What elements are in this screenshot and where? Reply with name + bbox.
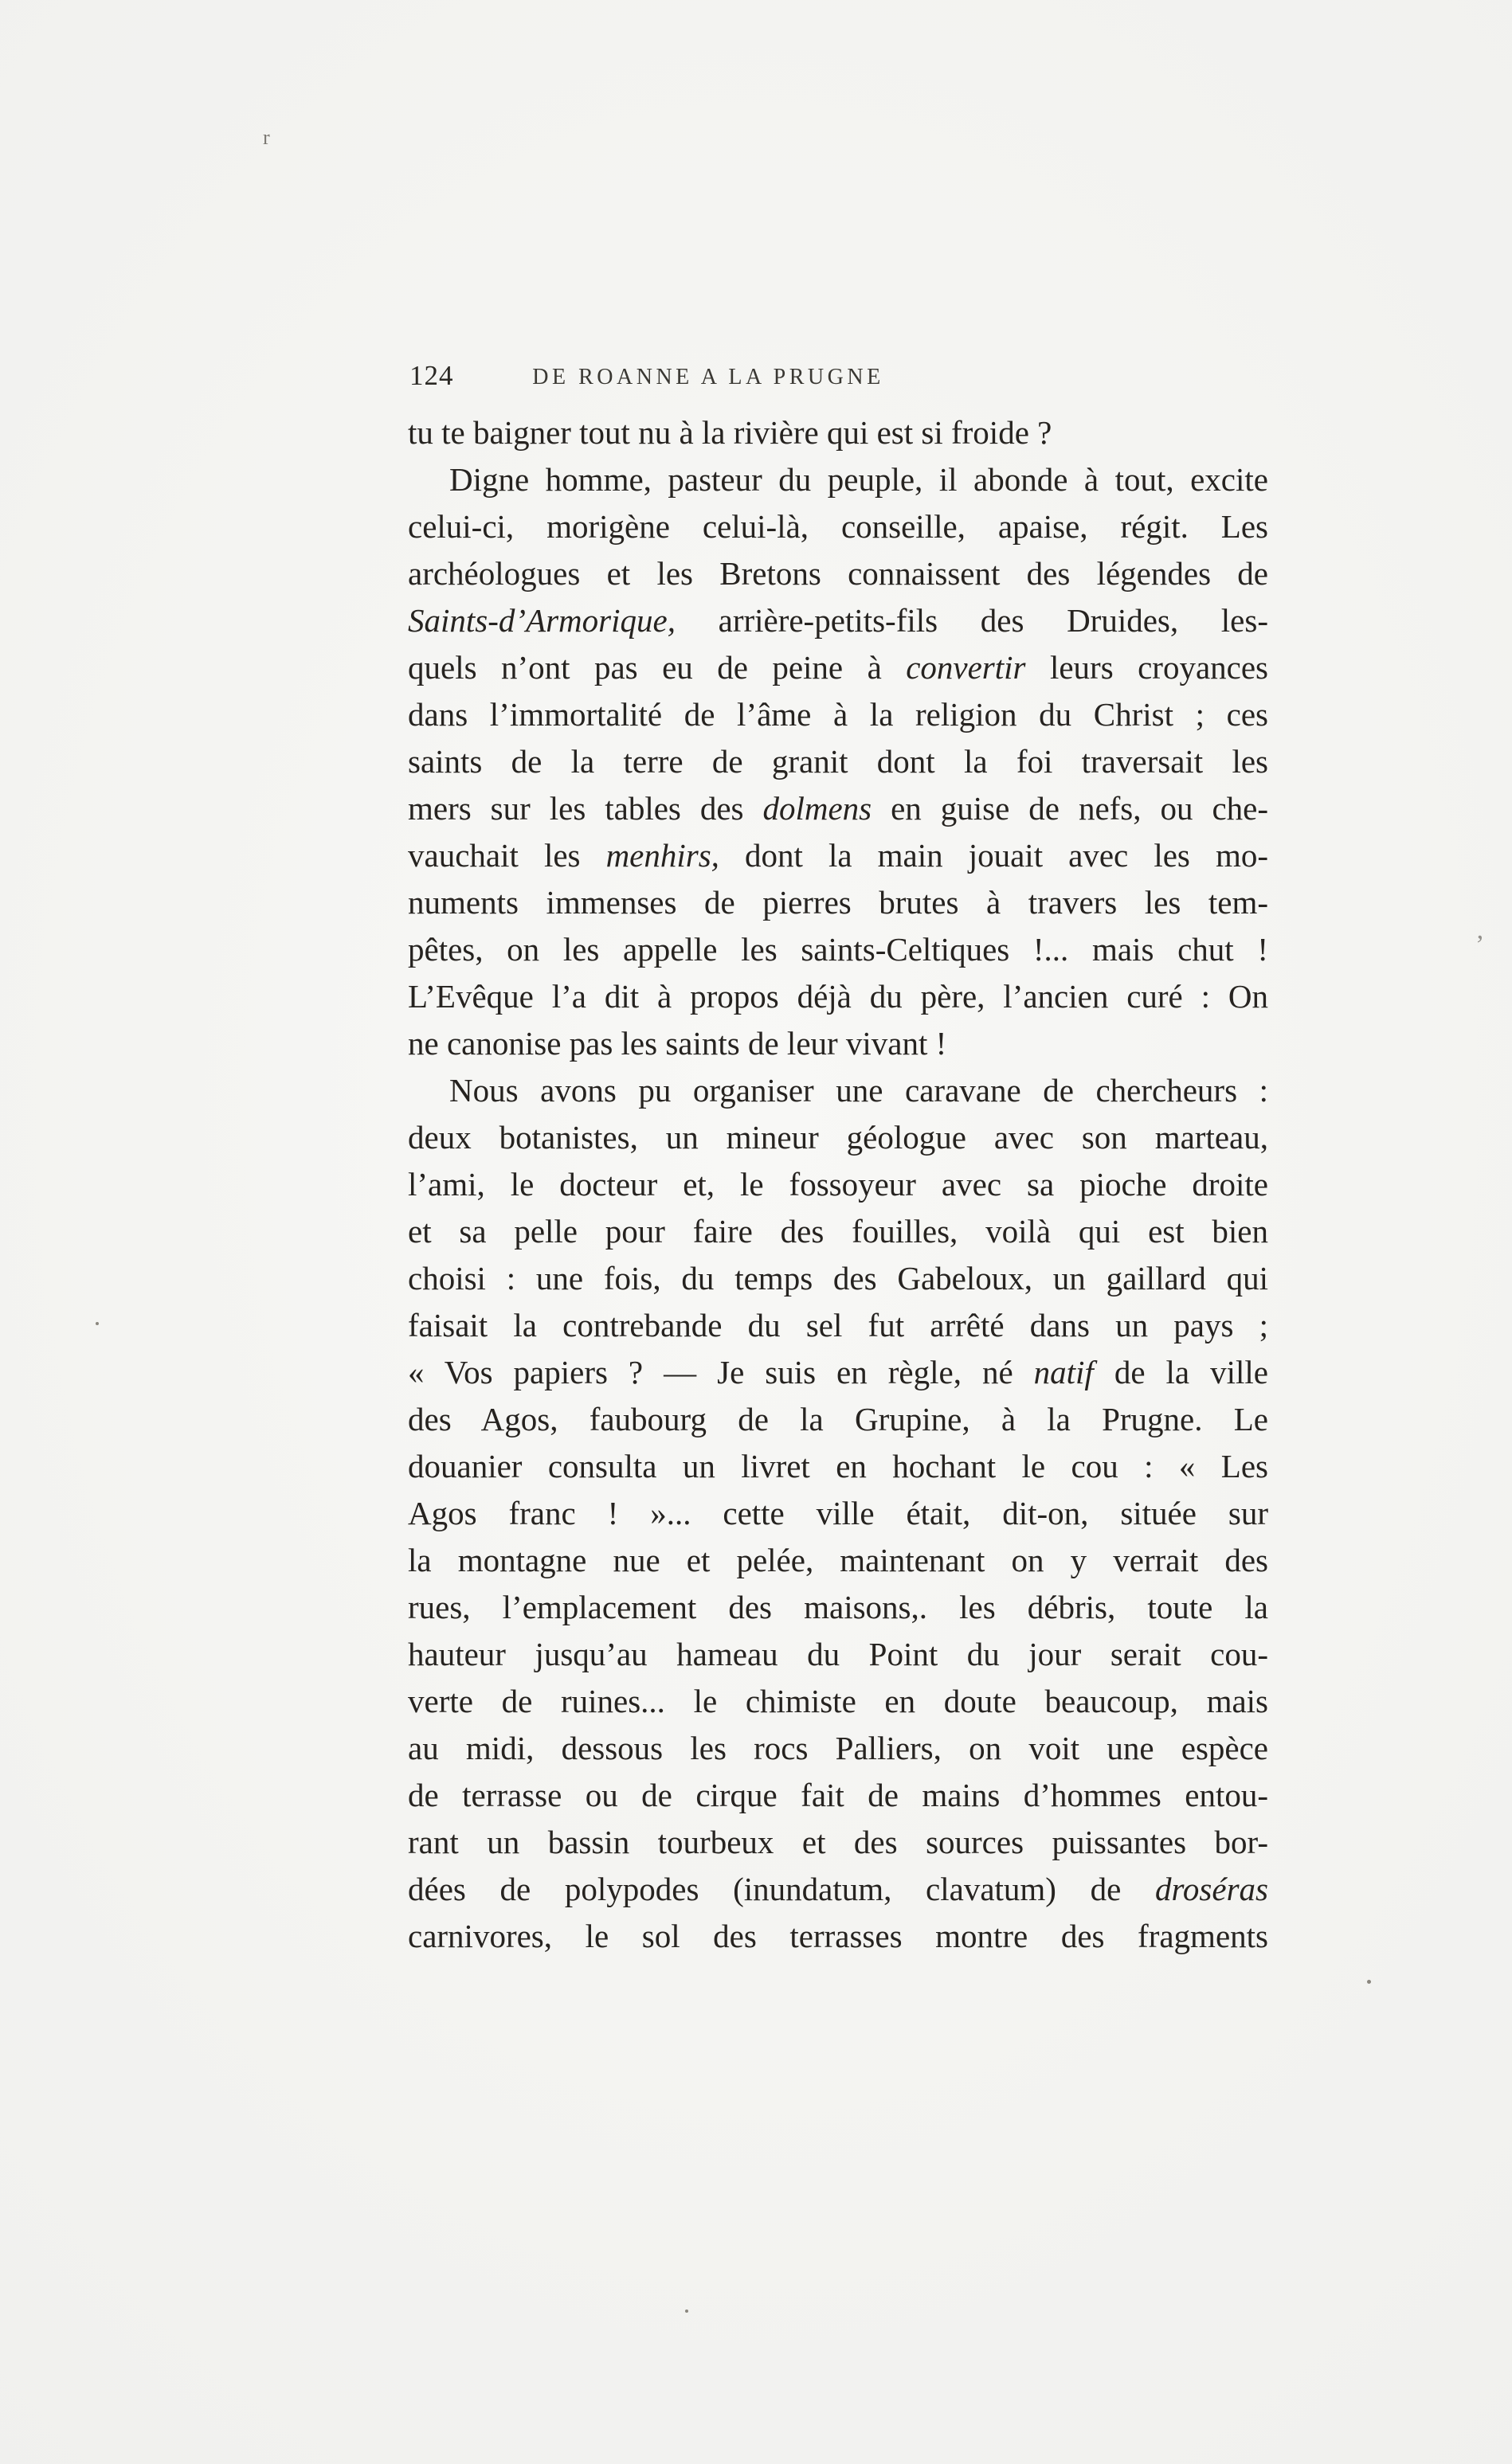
italic-text-segment: droséras bbox=[1155, 1871, 1268, 1907]
text-segment: saints de la terre de granit dont la foi traversait les bbox=[408, 743, 1268, 780]
scan-speck bbox=[96, 1322, 99, 1325]
text-line bbox=[408, 1114, 1268, 1161]
text-segment: douanier consulta un livret en hochant le cou : « Les bbox=[408, 1448, 1268, 1484]
text-line bbox=[408, 550, 1268, 597]
text-line bbox=[408, 503, 1268, 550]
text-line bbox=[408, 738, 1268, 785]
italic-text-segment: convertir bbox=[906, 649, 1026, 686]
text-segment: tu te baigner tout nu à la rivière qui est si froide ? bbox=[408, 414, 1052, 451]
text-line bbox=[408, 691, 1268, 738]
text-segment: verte de ruines... le chimiste en doute beaucoup, mais bbox=[408, 1683, 1268, 1719]
text-segment: archéologues et les Bretons connaissent des légendes de bbox=[408, 555, 1268, 592]
text-segment: des Agos, faubourg de la Grupine, à la Prugne. Le bbox=[408, 1401, 1268, 1437]
text-line bbox=[408, 456, 1268, 503]
text-line bbox=[408, 1725, 1268, 1772]
text-segment: faisait la contrebande du sel fut arrêté dans un pays ; bbox=[408, 1307, 1268, 1343]
text-segment: ne canonise pas les saints de leur vivant ! bbox=[408, 1025, 947, 1062]
text-line bbox=[408, 1302, 1268, 1349]
text-segment: L’Evêque l’a dit à propos déjà du père, l’ancien curé : On bbox=[408, 978, 1268, 1015]
italic-text-segment: dolmens bbox=[762, 790, 872, 827]
text-segment: carnivores, le sol des terrasses montre des fragments bbox=[408, 1918, 1268, 1954]
text-line bbox=[408, 1866, 1268, 1913]
text-segment: deux botanistes, un mineur géologue avec son marteau, bbox=[408, 1119, 1268, 1156]
text-segment: numents immenses de pierres brutes à travers les tem- bbox=[408, 884, 1268, 921]
text-line bbox=[408, 1443, 1268, 1490]
italic-text-segment: menhirs, bbox=[605, 837, 719, 874]
italic-text-segment: natif bbox=[1033, 1354, 1094, 1390]
text-line bbox=[408, 1537, 1268, 1584]
text-line bbox=[408, 1913, 1268, 1960]
text-line bbox=[408, 1772, 1268, 1819]
text-segment: dont la main jouait avec les mo- bbox=[719, 837, 1268, 874]
text-segment: choisi : une fois, du temps des Gabeloux, un gaillard qui bbox=[408, 1260, 1268, 1297]
text-segment: Agos franc ! »... cette ville était, dit-on, située sur bbox=[408, 1495, 1268, 1531]
text-segment: arrière-petits-fils des Druides, les- bbox=[675, 602, 1268, 639]
text-line bbox=[408, 644, 1268, 691]
page-text bbox=[408, 409, 1268, 1960]
page-header bbox=[0, 360, 1512, 398]
text-segment: quels n’ont pas eu de peine à bbox=[408, 649, 907, 686]
text-line bbox=[408, 1490, 1268, 1537]
text-line bbox=[408, 1819, 1268, 1866]
text-segment: l’ami, le docteur et, le fossoyeur avec sa pioche droite bbox=[408, 1166, 1268, 1203]
text-line bbox=[408, 1349, 1268, 1396]
text-segment: et sa pelle pour faire des fouilles, voilà qui est bien bbox=[408, 1213, 1268, 1250]
text-line bbox=[408, 1255, 1268, 1302]
text-line bbox=[408, 785, 1268, 832]
text-segment: Digne homme, pasteur du peuple, il abonde à tout, excite bbox=[449, 461, 1268, 498]
text-segment: au midi, dessous les rocs Palliers, on voit une espèce bbox=[408, 1730, 1268, 1766]
text-segment: hauteur jusqu’au hameau du Point du jour serait cou- bbox=[408, 1636, 1268, 1672]
text-line bbox=[408, 1208, 1268, 1255]
text-segment: rues, l’emplacement des maisons,. les débris, toute la bbox=[408, 1589, 1268, 1625]
text-segment: de la ville bbox=[1093, 1354, 1268, 1390]
text-line bbox=[408, 1678, 1268, 1725]
text-line bbox=[408, 926, 1268, 973]
text-line bbox=[408, 1584, 1268, 1631]
italic-text-segment: Saints-d’Armorique, bbox=[408, 602, 676, 639]
text-line bbox=[408, 973, 1268, 1020]
text-segment: dées de polypodes (inundatum, clavatum) de bbox=[408, 1871, 1155, 1907]
text-segment: « Vos papiers ? — Je suis en règle, né bbox=[408, 1354, 1034, 1390]
text-segment: pêtes, on les appelle les saints-Celtiques !... mais chut ! bbox=[408, 931, 1268, 968]
text-segment: Nous avons pu organiser une caravane de chercheurs : bbox=[449, 1072, 1268, 1109]
text-segment: la montagne nue et pelée, maintenant on y verrait des bbox=[408, 1542, 1268, 1578]
text-line bbox=[408, 1631, 1268, 1678]
text-line bbox=[408, 832, 1268, 879]
text-segment: de terrasse ou de cirque fait de mains d’hommes entou- bbox=[408, 1777, 1268, 1813]
text-segment: leurs croyances bbox=[1025, 649, 1268, 686]
text-segment: rant un bassin tourbeux et des sources puissantes bor- bbox=[408, 1824, 1268, 1860]
running-title: DE ROANNE A LA PRUGNE bbox=[532, 365, 884, 389]
scan-artifact-top: r bbox=[263, 126, 270, 149]
text-line bbox=[408, 1396, 1268, 1443]
text-segment: vauchait les bbox=[408, 837, 606, 874]
text-line bbox=[408, 1067, 1268, 1114]
text-segment: celui-ci, morigène celui-là, conseille, apaise, régit. Les bbox=[408, 508, 1268, 545]
text-line bbox=[408, 879, 1268, 926]
scan-speck bbox=[1367, 1980, 1371, 1984]
text-line bbox=[408, 597, 1268, 644]
scan-speck bbox=[685, 2310, 688, 2313]
text-segment: en guise de nefs, ou che- bbox=[872, 790, 1268, 827]
text-line bbox=[408, 1020, 1268, 1067]
page-number: 124 bbox=[409, 360, 454, 391]
text-segment: dans l’immortalité de l’âme à la religion du Christ ; ces bbox=[408, 696, 1268, 733]
text-line bbox=[408, 409, 1268, 456]
text-line bbox=[408, 1161, 1268, 1208]
scan-artifact-right: ’ bbox=[1475, 930, 1485, 960]
text-segment: mers sur les tables des bbox=[408, 790, 763, 827]
